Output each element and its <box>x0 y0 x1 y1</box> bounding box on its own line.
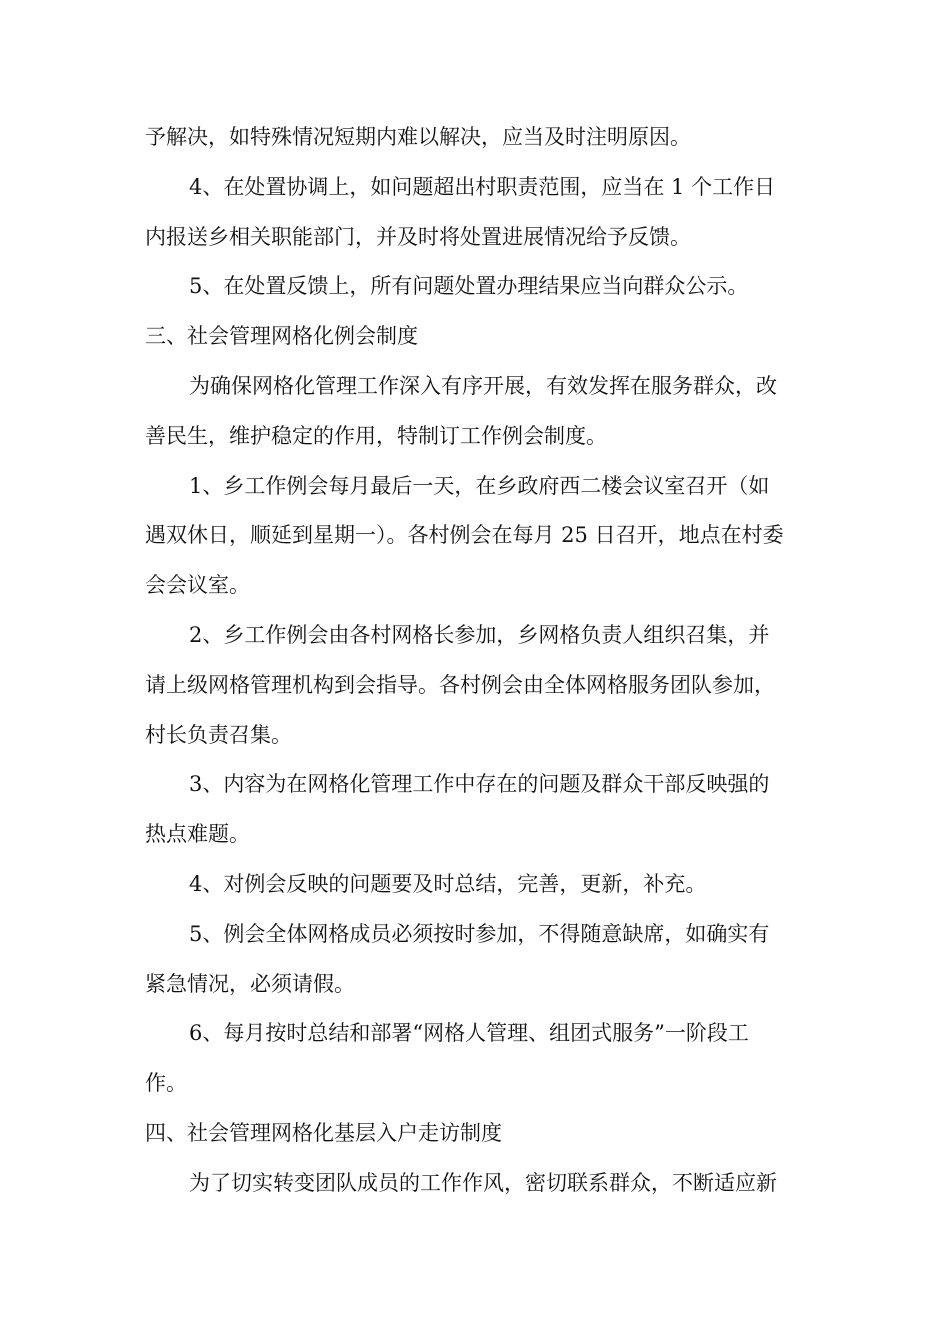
document-body <box>145 113 805 1209</box>
text-line: 作。 <box>145 1071 187 1096</box>
section-heading: 三、社会管理网格化例会制度 <box>145 324 418 349</box>
text-line: 1、乡工作例会每月最后一天，在乡政府西二楼会议室召开（如 <box>189 473 770 498</box>
text-line: 5、在处置反馈上，所有问题处置办理结果应当向群众公示。 <box>189 274 749 299</box>
text-line: 请上级网格管理机构到会指导。各村例会由全体网格服务团队参加， <box>145 672 775 697</box>
text-line: 2、乡工作例会由各村网格长参加，乡网格负责人组织召集，并 <box>189 622 770 647</box>
text-line: 遇双休日，顺延到星期一）。各村例会在每月 25 日召开，地点在村委 <box>145 523 784 548</box>
text-line: 内报送乡相关职能部门，并及时将处置进展情况给予反馈。 <box>145 224 691 249</box>
text-line: 5、例会全体网格成员必须按时参加，不得随意缺席，如确实有 <box>189 921 770 946</box>
text-line: 紧急情况，必须请假。 <box>145 971 355 996</box>
text-line: 3、内容为在网格化管理工作中存在的问题及群众干部反映强的 <box>189 772 770 797</box>
text-line: 4、对例会反映的问题要及时总结，完善，更新，补充。 <box>189 871 707 896</box>
text-line: 6、每月按时总结和部署“网格人管理、组团式服务”一阶段工 <box>189 1021 749 1046</box>
text-line: 4、在处置协调上，如问题超出村职责范围，应当在 1 个工作日 <box>189 174 776 199</box>
text-line: 为了切实转变团队成员的工作作风，密切联系群众，不断适应新 <box>189 1170 777 1195</box>
text-line: 为确保网格化管理工作深入有序开展，有效发挥在服务群众，改 <box>189 373 777 398</box>
section-heading: 四、社会管理网格化基层入户走访制度 <box>145 1120 502 1145</box>
text-line: 予解决，如特殊情况短期内难以解决，应当及时注明原因。 <box>145 125 691 149</box>
text-line: 村长负责召集。 <box>145 722 292 747</box>
text-line: 善民生，维护稳定的作用，特制订工作例会制度。 <box>145 423 607 448</box>
text-line: 会会议室。 <box>145 573 250 598</box>
text-line: 热点难题。 <box>145 822 250 847</box>
